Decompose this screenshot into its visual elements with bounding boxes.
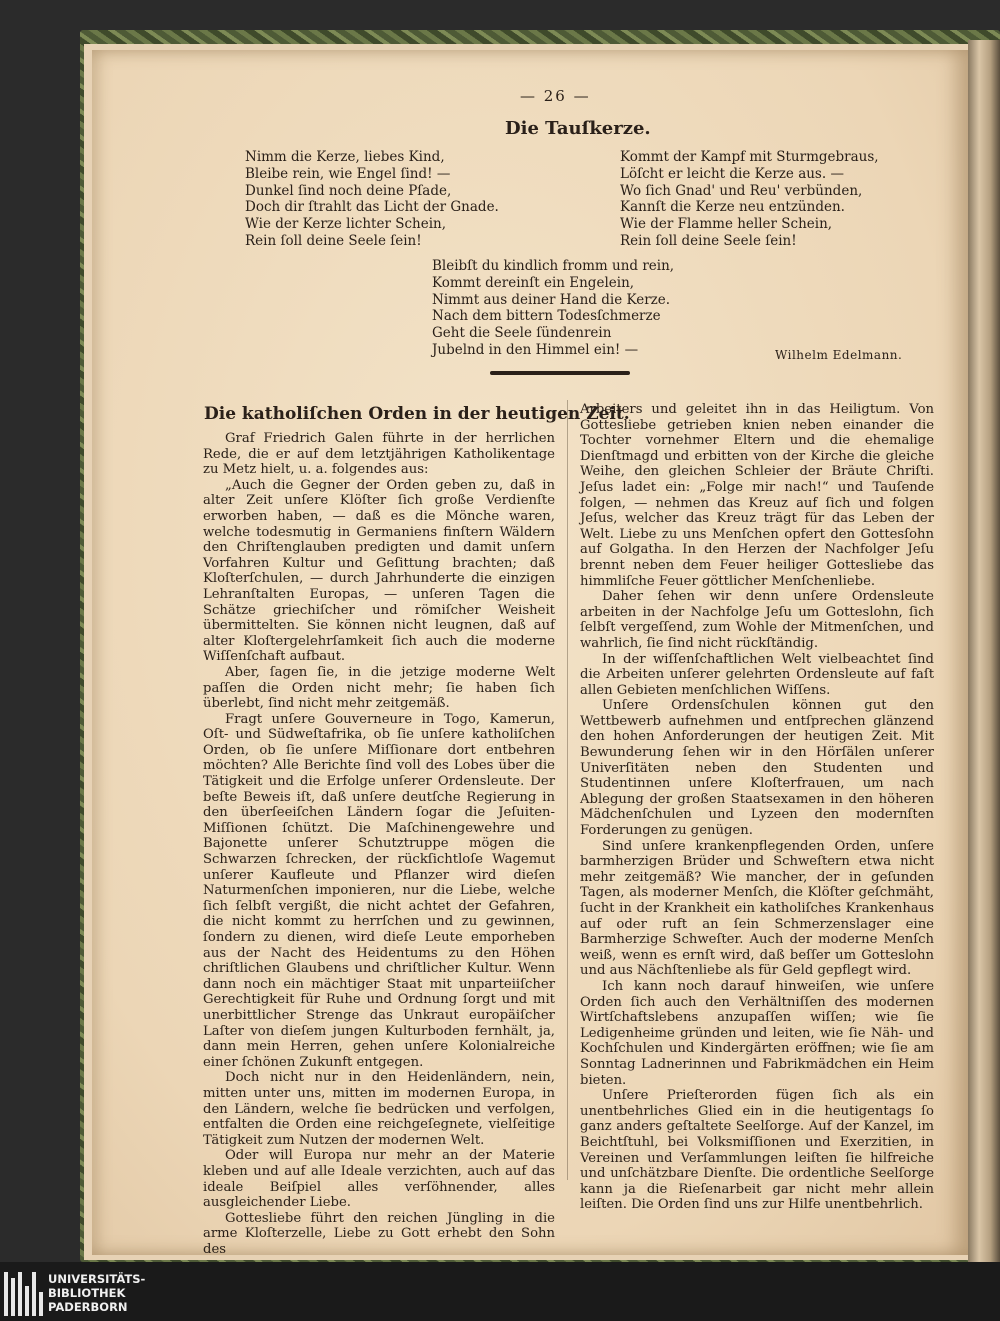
poem-line: Rein ſoll deine Seele ſein! — [245, 232, 422, 249]
poem-line: Doch dir ſtrahlt das Licht der Gnade. — [245, 199, 499, 216]
article-column-left — [203, 431, 555, 1257]
poem-line: Bleibe rein, wie Engel ſind! — — [245, 165, 451, 182]
poem-line: Wie der Flamme heller Schein, — [620, 216, 833, 233]
article-paragraph: Aber, ſagen ſie, in die jetzige moderne Welt paſſen die Orden nicht mehr; ſie haben ſich überlebt, ſind nicht mehr zeitgemäß. — [203, 664, 555, 712]
article-paragraph: Oder will Europa nur mehr an der Materie kleben und auf alle Ideale verzichten, auch auf das ideale Beiſpiel alles verſöhnender, alles ausgleichender Liebe. — [203, 1148, 555, 1211]
poem-stanza-1 — [245, 149, 499, 250]
poem-line: Geht die Seele ſündenrein — [432, 325, 612, 342]
poem-author: Wilhelm Edelmann. — [775, 348, 903, 362]
poem-line: Dunkel ſind noch deine Pſade, — [245, 182, 452, 199]
poem-line: Wo ſich Gnad' und Reu' verbünden, — [620, 182, 863, 199]
library-name[interactable] — [48, 1272, 145, 1314]
library-logo-icon — [4, 1272, 44, 1316]
poem-stanza-2 — [620, 149, 879, 250]
library-name-line: UNIVERSITÄTS- — [48, 1272, 146, 1286]
article-paragraph: Gottesliebe führt den reichen Jüngling in die arme Kloſterzelle, Liebe zu Gott erhebt den Sohn des — [203, 1210, 555, 1257]
article-paragraph: In der wiſſenſchaftlichen Welt vielbeachtet ſind die Arbeiten unſerer gelehrten Ordensleute auf faſt allen Gebieten menſchlichen Wiſſens. — [580, 651, 934, 698]
library-name-line: PADERBORN — [48, 1300, 128, 1314]
poem-line: Nach dem bittern Todesſchmerze — [432, 308, 661, 325]
article-paragraph: Unſere Prieſterorden fügen ſich als ein unentbehrliches Glied ein in die heutigentags ſo ganz anders geſtaltete Seelſorge. Auf der Kanzel, im Beichtſtuhl, bei Volksmiſſionen und Exerzitien, in Vereinen und Verſammlungen leiſten ſie hilfreiche und unſchätzbare Dienſte. Die ordentliche Seelſorge kann ja die Rieſenarbeit gar nicht mehr allein leiſten. Die Orden ſind uns zur Hilfe unentbehrlich. — [580, 1088, 934, 1213]
poem-line: Bleibſt du kindlich fromm und rein, — [432, 258, 675, 274]
column-divider — [567, 400, 568, 1180]
poem-line: Nimm die Kerze, liebes Kind, — [245, 149, 445, 165]
poem-line: Kannſt die Kerze neu entzünden. — [620, 199, 845, 216]
page-number: — 26 — — [520, 87, 591, 105]
poem-line: Kommt der Kampf mit Sturmgebraus, — [620, 149, 879, 165]
article-paragraph: Fragt unſere Gouverneure in Togo, Kamerun, Oſt- und Südweſtafrika, ob ſie unſere katholiſchen Orden, ob ſie unſere Miſſionare dort entbehren möchten? Alle Berichte ſind voll des Lobes über die Tätigkeit und die Erfolge unſerer Ordensleute. Der beſte Beweis iſt, daß unſere deutſche Regierung in den überſeeiſchen Ländern ſogar die Jeſuiten-Miſſionen ſchützt. Die Maſchinengewehre und Bajonette unſerer Schutztruppe mögen die Schwarzen ſchrecken, der rückſichtloſe Wagemut unſerer Kaufleute und Pflanzer wird dieſen Naturmenſchen imponieren, nur die Liebe, welche ſich ſelbſt vergißt, die nicht achtet der Gefahren, die nicht kommt zu herrſchen und zu gewinnen, ſondern zu dienen, wird dieſe Leute emporheben aus der Nacht des Heidentums zu den Höhen chriſtlichen Glaubens und chriſtlicher Kultur. Wenn dann noch ein mächtiger Staat mit unparteiiſcher Gerechtigkeit für Ruhe und Ordnung ſorgt und mit unerbittlicher Strenge das Unkraut europäiſcher Laſter von dieſem jungen Kulturboden fernhält, ja, dann mein Herren, gehen unſere Kolonialreiche einer ſchönen Zukunft entgegen. — [203, 711, 555, 1070]
article-paragraph: Ich kann noch darauf hinweiſen, wie unſere Orden ſich auch den Verhältniſſen des modernen Wirtſchaftslebens anzupaſſen wiſſen; wie ſie Ledigenheime gründen und leiten, wie ſie Näh- und Kochſchulen und Kindergärten eröffnen; wie ſie am Sonntag Ladnerinnen und Fabrikmädchen ein Heim bieten. — [580, 978, 934, 1088]
article-paragraph: Daher ſehen wir denn unſere Ordensleute arbeiten in der Nachfolge Jeſu um Gotteslohn, ſich ſelbſt vergeſſend, zum Wohle der Mitmenſchen, und wahrlich, ſie ſind nicht rückſtändig. — [580, 589, 934, 651]
article-column-right — [580, 402, 934, 1213]
article-title: Die katholiſchen Orden in der heutigen Zeit. — [204, 404, 630, 424]
library-footer — [0, 1262, 1000, 1321]
article-paragraph: Sind unſere krankenpflegenden Orden, unſere barmherzigen Brüder und Schweſtern etwa nicht mehr zeitgemäß? Wie mancher, der in geſunden Tagen, als moderner Menſch, die Klöſter geſchmäht, ſucht in der Krankheit ein katholiſches Krankenhaus auf oder ruft an ſein Schmerzenslager eine Barmherzige Schweſter. Auch der moderne Menſch weiß, wenn es ernſt wird, daß beſſer um Gotteslohn und aus Nächſtenliebe als für Geld gepflegt wird. — [580, 838, 934, 979]
book-spine-edge — [968, 40, 1000, 1262]
poem-line: Wie der Kerze lichter Schein, — [245, 216, 447, 233]
article-paragraph: Graf Friedrich Galen führte in der herrlichen Rede, die er auf dem letztjährigen Katholikentage zu Metz hielt, u. a. folgendes aus: — [203, 431, 555, 478]
poem-line: Rein ſoll deine Seele ſein! — [620, 232, 797, 249]
poem-line: Jubelnd in den Himmel ein! — — [432, 341, 639, 358]
poem-line: Kommt dereinſt ein Engelein, — [432, 274, 635, 291]
section-divider — [490, 371, 630, 375]
article-paragraph: Doch nicht nur in den Heidenländern, nein, mitten unter uns, mitten im modernen Europa, in den Ländern, welche ſie bedrücken und verfolgen, entfalten die Orden eine reichgeſegnete, vielſeitige Tätigkeit zum Nutzen der modernen Welt. — [203, 1070, 555, 1148]
poem-title: Die Tauſkerze. — [505, 118, 651, 139]
article-paragraph: Arbeiters und geleitet ihn in das Heiligtum. Von Gottesliebe getrieben knien neben einander die Tochter vornehmer Eltern und die ehemalige Dienſtmagd und erbitten von der Kirche die gleiche Weihe, den gleichen Schleier der Bräute Chriſti. Jeſus ladet ein: „Folge mir nach!“ und Tauſende folgen, — nehmen das Kreuz auf ſich und folgen Jeſus, welcher das Kreuz trägt für das Leben der Welt. Liebe zu uns Menſchen opfert den Gottesſohn auf Golgatha. In den Herzen der Nachfolger Jeſu brennt neben dem Feuer heiliger Gottesliebe das himmliſche Feuer göttlicher Menſchenliebe. — [580, 402, 934, 589]
article-paragraph: Unſere Ordensſchulen können gut den Wettbewerb aufnehmen und entſprechen glänzend den hohen Anforderungen der heutigen Zeit. Mit Bewunderung ſehen wir in den Hörſälen unſerer Univerſitäten neben den Studenten und Studentinnen unſere Kloſterfrauen, um nach Ablegung der großen Staatsexamen in den höheren Mädchenſchulen und Lyzeen den modernſten Forderungen zu genügen. — [580, 698, 934, 839]
poem-line: Nimmt aus deiner Hand die Kerze. — [432, 291, 671, 308]
poem-line: Löſcht er leicht die Kerze aus. — — [620, 165, 844, 182]
library-name-line: BIBLIOTHEK — [48, 1286, 126, 1300]
article-paragraph: „Auch die Gegner der Orden geben zu, daß in alter Zeit unſere Klöſter ſich große Verdienſte erworben haben, — daß es die Mönche waren, welche todesmutig in Germaniens finſtern Wäldern den Chriſtenglauben predigten und damit unſern Vorfahren Kultur und Geſittung brachten; daß Kloſterſchulen, — durch Jahrhunderte die einzigen Lehranſtalten Europas, — unſeren Tagen die Schätze griechiſcher und römiſcher Weisheit übermittelten. Sie können nicht leugnen, daß auf alter Kloſtergelehrſamkeit ſich auch die moderne Wiſſenſchaft aufbaut. — [203, 477, 555, 665]
poem-stanza-3 — [432, 258, 674, 359]
